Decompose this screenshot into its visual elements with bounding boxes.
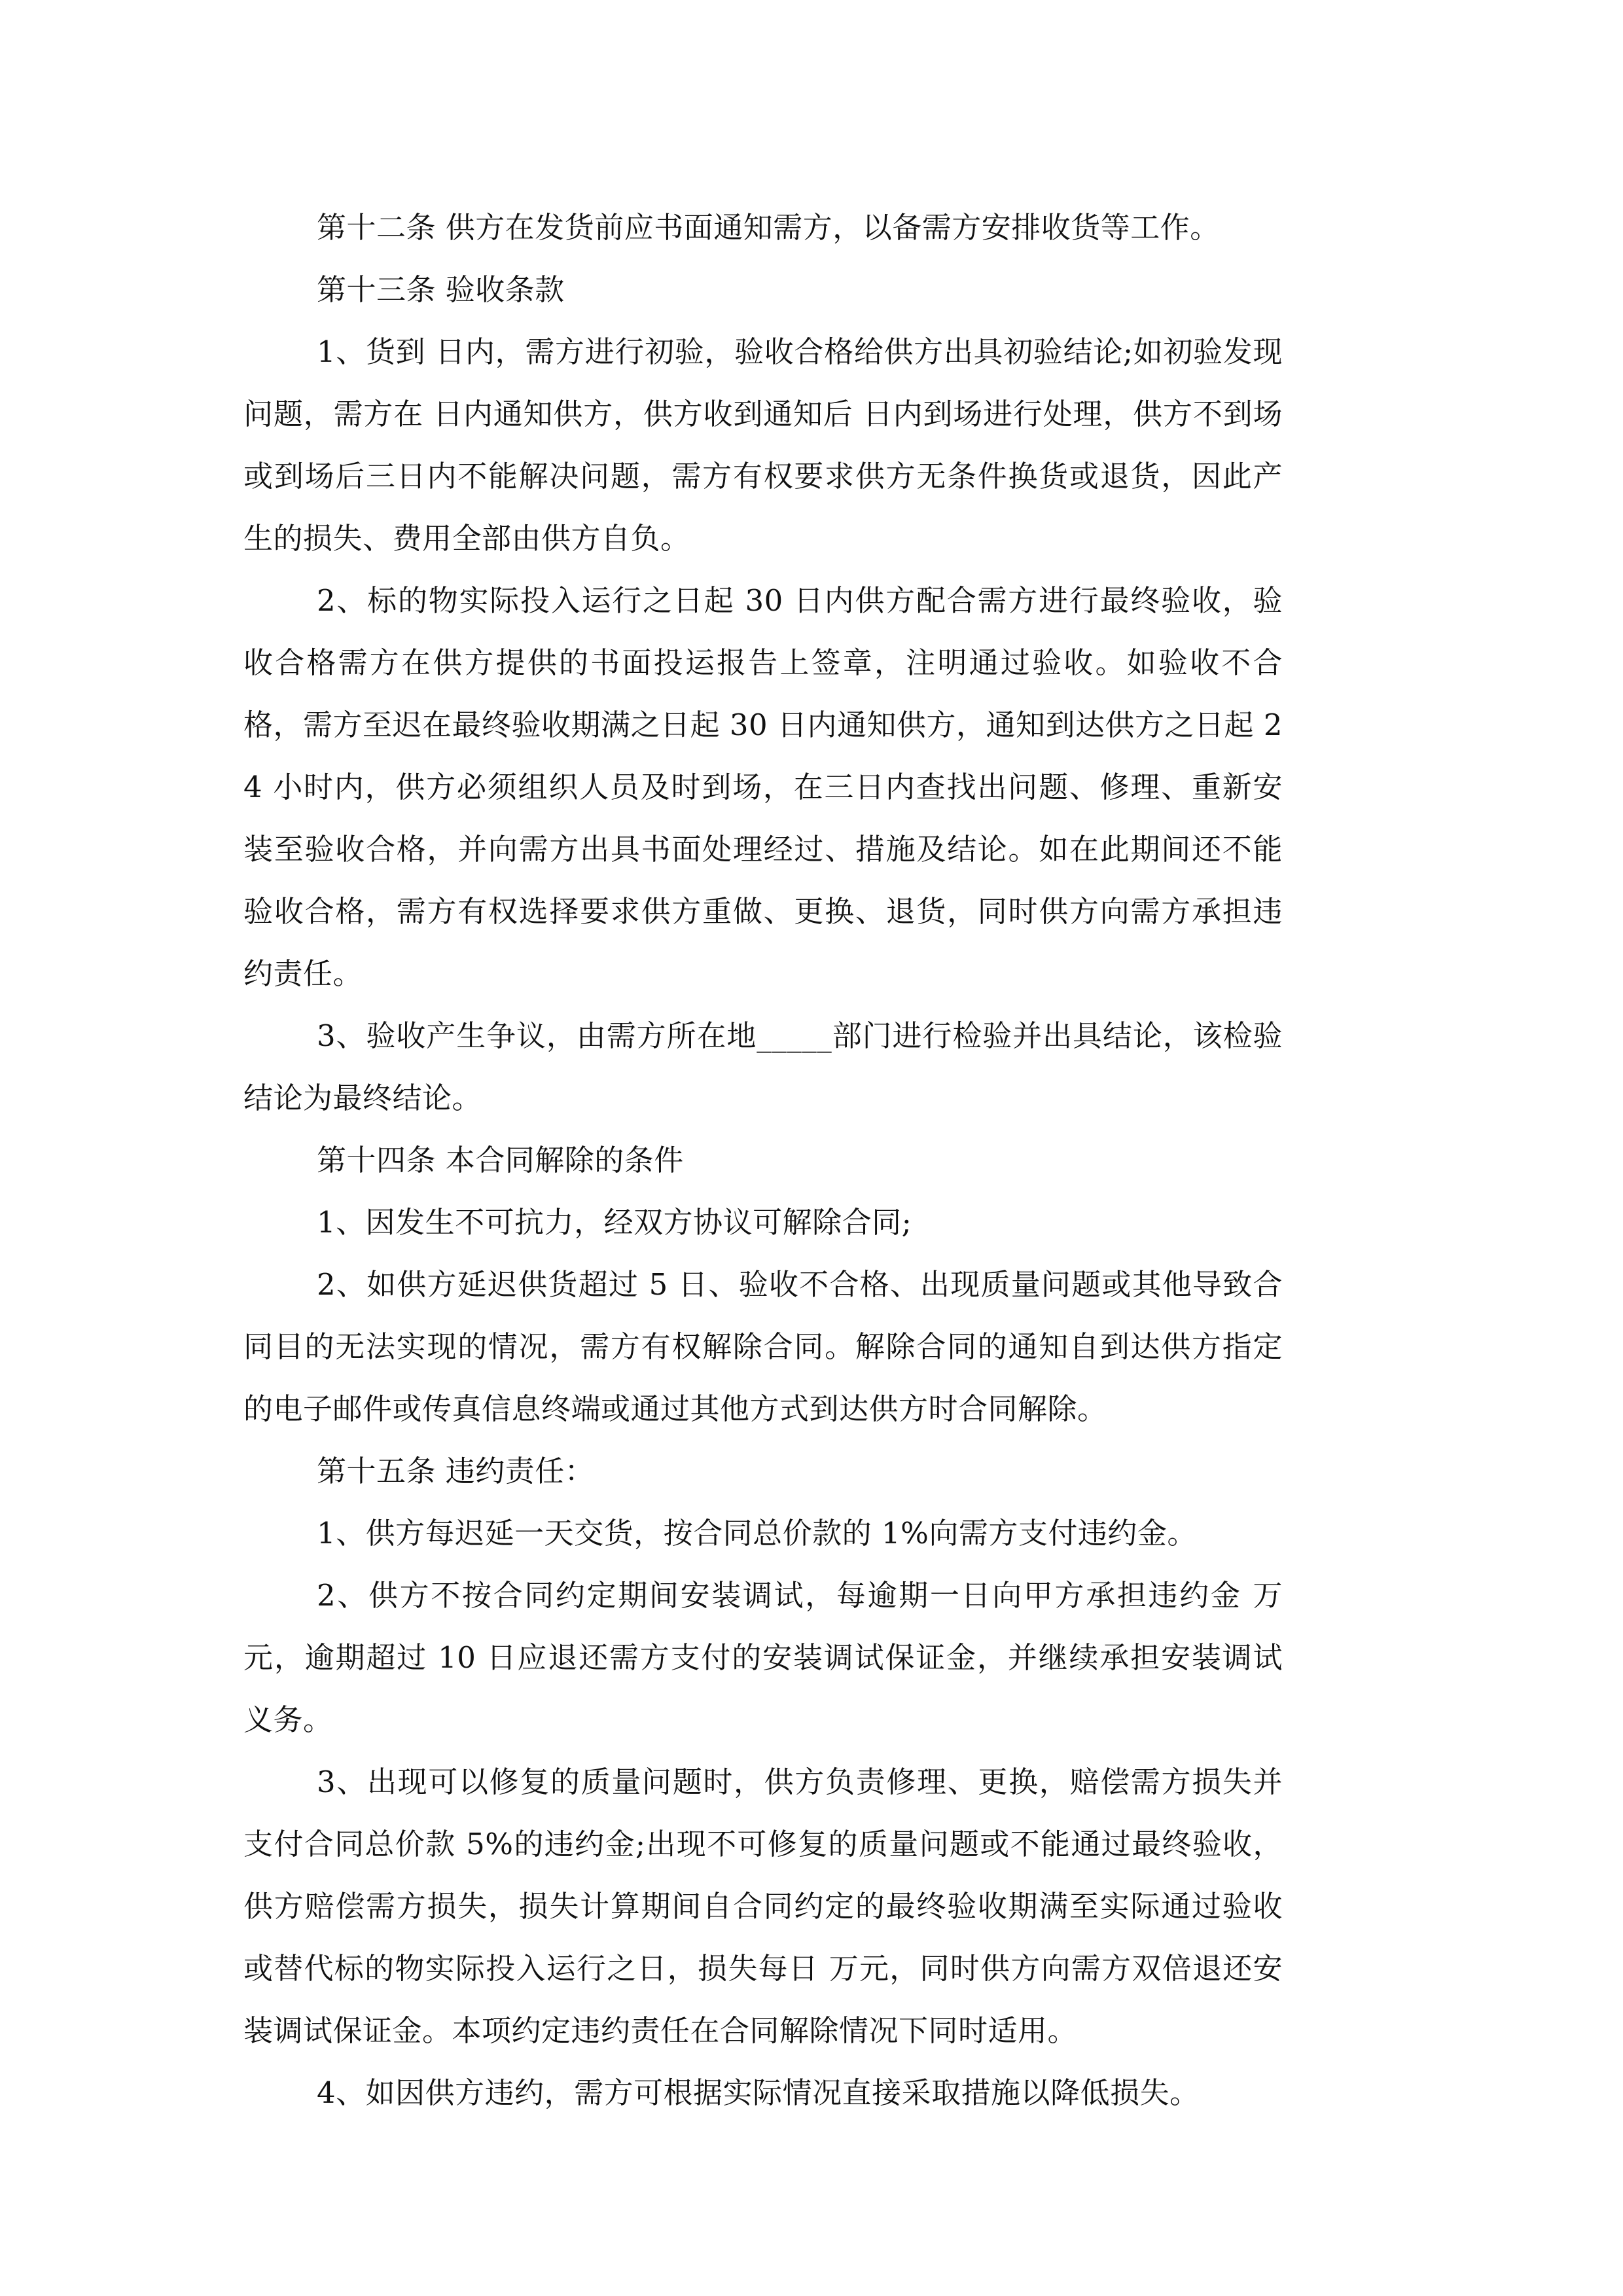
document-body <box>243 196 1283 2124</box>
article-13-item-1: 1、货到 日内，需方进行初验，验收合格给供方出具初验结论;如初验发现问题，需方在 日内通知供方，供方收到通知后 日内到场进行处理，供方不到场或到场后三日内不能解决问题，需方有权要求供方无条件换货或退货，因此产生的损失、费用全部由供方自负。 <box>243 334 1283 556</box>
article-15-heading: 第十五条 违约责任： <box>317 1454 595 1488</box>
article-14-item-1: 1、因发生不可抗力，经双方协议可解除合同; <box>317 1205 912 1240</box>
article-13-item-2: 2、标的物实际投入运行之日起 30 日内供方配合需方进行最终验收，验收合格需方在供方提供的书面投运报告上签章，注明通过验收。如验收不合格，需方至迟在最终验收期满之日起 30 日内通知供方，通知到达供方之日起 24 小时内，供方必须组织人员及时到场，在三日内查找出问题、修理、重新安装至验收合格，并向需方出具书面处理经过、措施及结论。如在此期间还不能验收合格，需方有权选择要求供方重做、更换、退货，同时供方向需方承担违约责任。 <box>243 583 1283 991</box>
article-13-heading: 第十三条 验收条款 <box>317 272 565 307</box>
article-15-item-2: 2、供方不按合同约定期间安装调试，每逾期一日向甲方承担违约金 万元，逾期超过 10 日应退还需方支付的安装调试保证金，并继续承担安装调试义务。 <box>243 1578 1283 1737</box>
article-15-item-4: 4、如因供方违约，需方可根据实际情况直接采取措施以降低损失。 <box>317 2075 1200 2110</box>
article-12-paragraph: 第十二条 供方在发货前应书面通知需方，以备需方安排收货等工作。 <box>317 210 1220 245</box>
article-15-item-1: 1、供方每迟延一天交货，按合同总价款的 1%向需方支付违约金。 <box>317 1516 1197 1551</box>
article-15-item-3: 3、出现可以修复的质量问题时，供方负责修理、更换，赔偿需方损失并支付合同总价款 5%的违约金;出现不可修复的质量问题或不能通过最终验收，供方赔偿需方损失，损失计算期间自合同约定的最终验收期满至实际通过验收或替代标的物实际投入运行之日，损失每日 万元，同时供方向需方双倍退还安装调试保证金。本项约定违约责任在合同解除情况下同时适用。 <box>243 1765 1283 2048</box>
article-14-heading: 第十四条 本合同解除的条件 <box>317 1143 684 1177</box>
article-14-item-2: 2、如供方延迟供货超过 5 日、验收不合格、出现质量问题或其他导致合同目的无法实现的情况，需方有权解除合同。解除合同的通知自到达供方指定的电子邮件或传真信息终端或通过其他方式到达供方时合同解除。 <box>243 1267 1283 1426</box>
article-13-item-3: 3、验收产生争议，由需方所在地_____部门进行检验并出具结论，该检验结论为最终结论。 <box>243 1018 1283 1115</box>
